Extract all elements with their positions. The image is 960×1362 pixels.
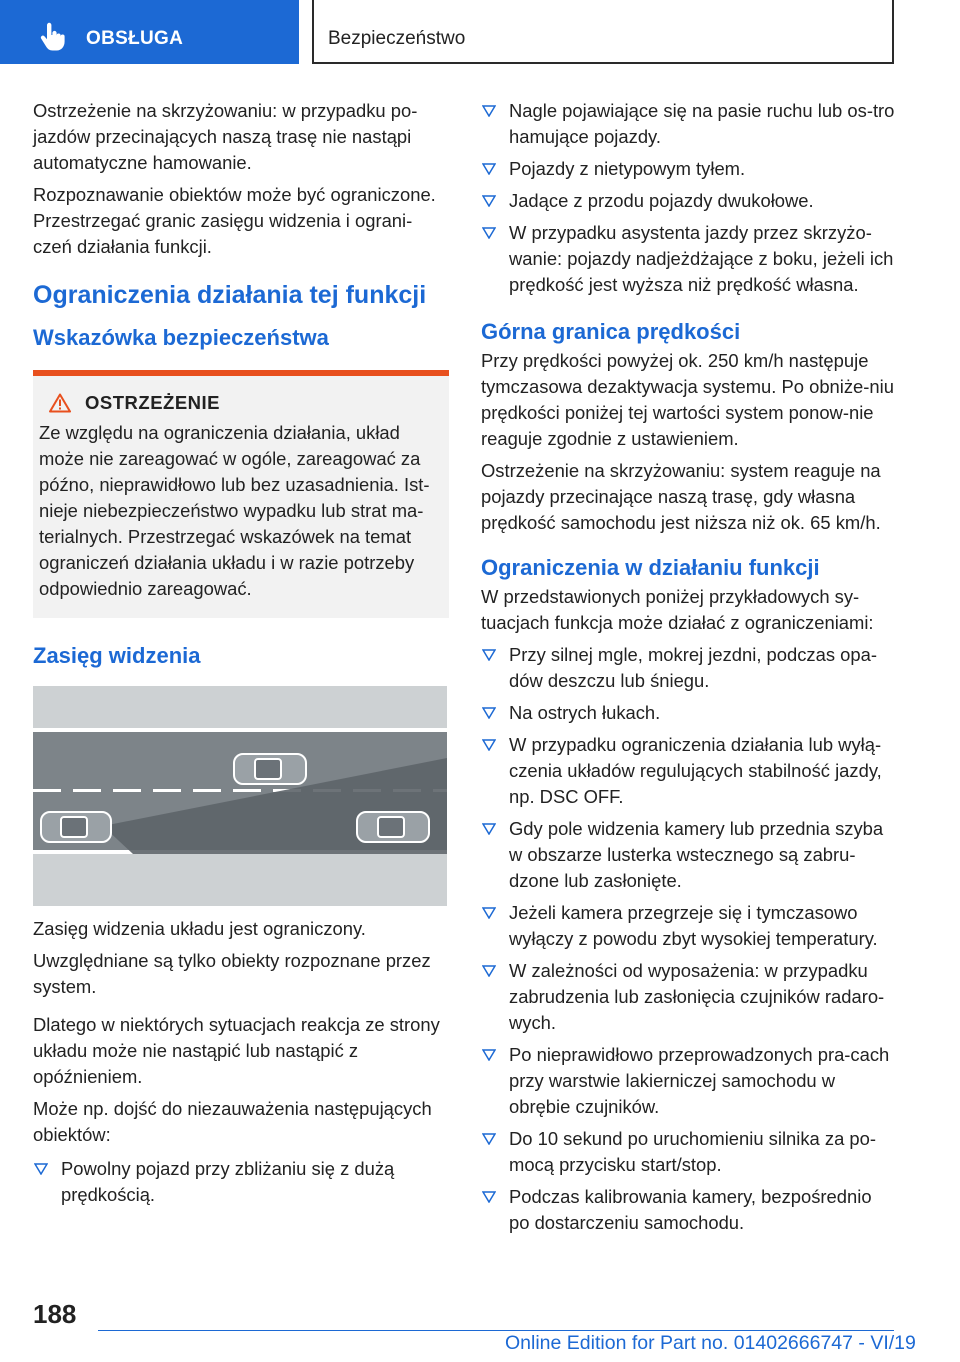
section-tab[interactable] xyxy=(0,0,299,64)
paragraph: Przy prędkości powyżej ok. 250 km/h następuje tymczasowa dezaktywacja systemu. Po obniże-niu prędkości poniżej tej wartości system ponow-nie reaguje zgodnie z ustawieniem. xyxy=(481,350,894,449)
list-item: Gdy pole widzenia kamery lub przednia szyba w obszarze lusterka wstecznego są zabru-dzone lub zasłonięte. xyxy=(481,816,897,894)
list-item: Pojazdy z nietypowym tyłem. xyxy=(481,156,897,182)
own-car xyxy=(41,812,111,842)
list-item: W przypadku ograniczenia działania lub wyłą-czenia układów regulujących stabilność jazdy, np. DSC OFF. xyxy=(481,732,897,810)
car-ahead xyxy=(234,754,306,784)
bullet-list xyxy=(481,642,897,1236)
list-item: Jadące z przodu pojazdy dwukołowe. xyxy=(481,188,897,214)
paragraph: W przedstawionych poniżej przykładowych sy-tuacjach funkcja może działać z ograniczeniami: xyxy=(481,586,874,633)
range-heading: Zasięg widzenia xyxy=(33,643,201,668)
safety-heading: Wskazówka bezpieczeństwa xyxy=(33,325,329,350)
limits-heading: Ograniczenia w działaniu funkcji xyxy=(481,555,820,580)
paragraph: Rozpoznawanie obiektów może być ograniczone. Przestrzegać granic zasięgu widzenia i ograni-czeń działania funkcji. xyxy=(33,184,436,257)
bullet-triangle-icon xyxy=(482,707,496,719)
bullet-triangle-icon xyxy=(482,1049,496,1061)
bullet-triangle-icon xyxy=(482,163,496,175)
bullet-list xyxy=(481,98,897,298)
bullet-triangle-icon xyxy=(482,227,496,239)
speed-heading: Górna granica prędkości xyxy=(481,319,741,344)
paragraph: Ostrzeżenie na skrzyżowaniu: w przypadku po-jazdów przecinających naszą trasę nie nastąpi automatyczne hamowanie. xyxy=(33,100,418,173)
section-tab-label: OBSŁUGA xyxy=(86,28,184,49)
paragraph: Zasięg widzenia układu jest ograniczony. xyxy=(33,918,366,939)
bullet-triangle-icon xyxy=(482,1133,496,1145)
bullet-list xyxy=(33,1156,449,1208)
list-item: Do 10 sekund po uruchomieniu silnika za po-mocą przycisku start/stop. xyxy=(481,1126,897,1178)
list-item: W zależności od wyposażenia: w przypadku zabrudzenia lub zasłonięcia czujników radaro-wych. xyxy=(481,958,897,1036)
paragraph: Uwzględniane są tylko obiekty rozpoznane przez system. xyxy=(33,950,431,997)
bullet-triangle-icon xyxy=(482,907,496,919)
bullet-triangle-icon xyxy=(482,649,496,661)
list-item: Jeżeli kamera przegrzeje się i tymczasowo wyłączy z powodu zbyt wysokiej temperatury. xyxy=(481,900,897,952)
right-column xyxy=(481,98,897,1242)
car-front xyxy=(357,812,429,842)
paragraph: Dlatego w niektórych sytuacjach reakcja ze strony układu może nie nastąpić lub nastąpić z opóźnieniem. xyxy=(33,1014,440,1087)
bullet-triangle-icon xyxy=(482,105,496,117)
bullet-triangle-icon xyxy=(34,1163,48,1175)
list-item: Po nieprawidłowo przeprowadzonych pra-cach przy warstwie lakierniczej samochodu w obrębie czujników. xyxy=(481,1042,897,1120)
list-item: Przy silnej mgle, mokrej jezdni, podczas opa-dów deszczu lub śniegu. xyxy=(481,642,897,694)
warning-title: OSTRZEŻENIE xyxy=(85,392,221,413)
list-item: Na ostrych łukach. xyxy=(481,700,897,726)
hand-pointer-icon xyxy=(36,22,66,52)
bullet-triangle-icon xyxy=(482,823,496,835)
warning-triangle-icon xyxy=(49,393,71,413)
page-number: 188 xyxy=(33,1299,77,1329)
list-item: Podczas kalibrowania kamery, bezpośrednio po dostarczeniu samochodu. xyxy=(481,1184,897,1236)
edition-text: Online Edition for Part no. 01402666747 - VI/19 xyxy=(505,1332,916,1354)
warning-box xyxy=(33,376,449,618)
chapter-title: Bezpieczeństwo xyxy=(328,28,466,49)
list-item: W przypadku asystenta jazdy przez skrzyżo-wanie: pojazdy nadjeżdżające z boku, jeżeli ich prędkość jest wyższa niż prędkość własna. xyxy=(481,220,897,298)
bullet-triangle-icon xyxy=(482,965,496,977)
footer-rule xyxy=(98,1330,894,1331)
paragraph: Ostrzeżenie na skrzyżowaniu: system reaguje na pojazdy przecinające naszą trasę, gdy własna prędkość samochodu jest niższa niż ok. 65 km/h. xyxy=(481,460,881,533)
paragraph: Może np. dojść do niezauważenia następujących obiektów: xyxy=(33,1098,432,1145)
warning-text: Ze względu na ograniczenia działania, układ może nie zareagować w ogóle, zareagować za późno, nieprawidłowo lub bez uzasadnienia. Ist-nieje niebezpieczeństwo wypadku lub strat ma-terialnych. Przestrzegać wskazówek na temat ograniczeń działania układu i w razie potrzeby odpowiednio zareagować. xyxy=(39,422,430,599)
chapter-header xyxy=(312,0,894,64)
section-title: Ograniczenia działania tej funkcji xyxy=(33,281,427,309)
range-illustration xyxy=(33,686,447,906)
list-item: Nagle pojawiające się na pasie ruchu lub os-tro hamujące pojazdy. xyxy=(481,98,897,150)
list-item: Powolny pojazd przy zbliżaniu się z dużą prędkością. xyxy=(33,1156,449,1208)
bullet-triangle-icon xyxy=(482,195,496,207)
bullet-triangle-icon xyxy=(482,739,496,751)
bullet-triangle-icon xyxy=(482,1191,496,1203)
left-column xyxy=(33,98,449,1214)
